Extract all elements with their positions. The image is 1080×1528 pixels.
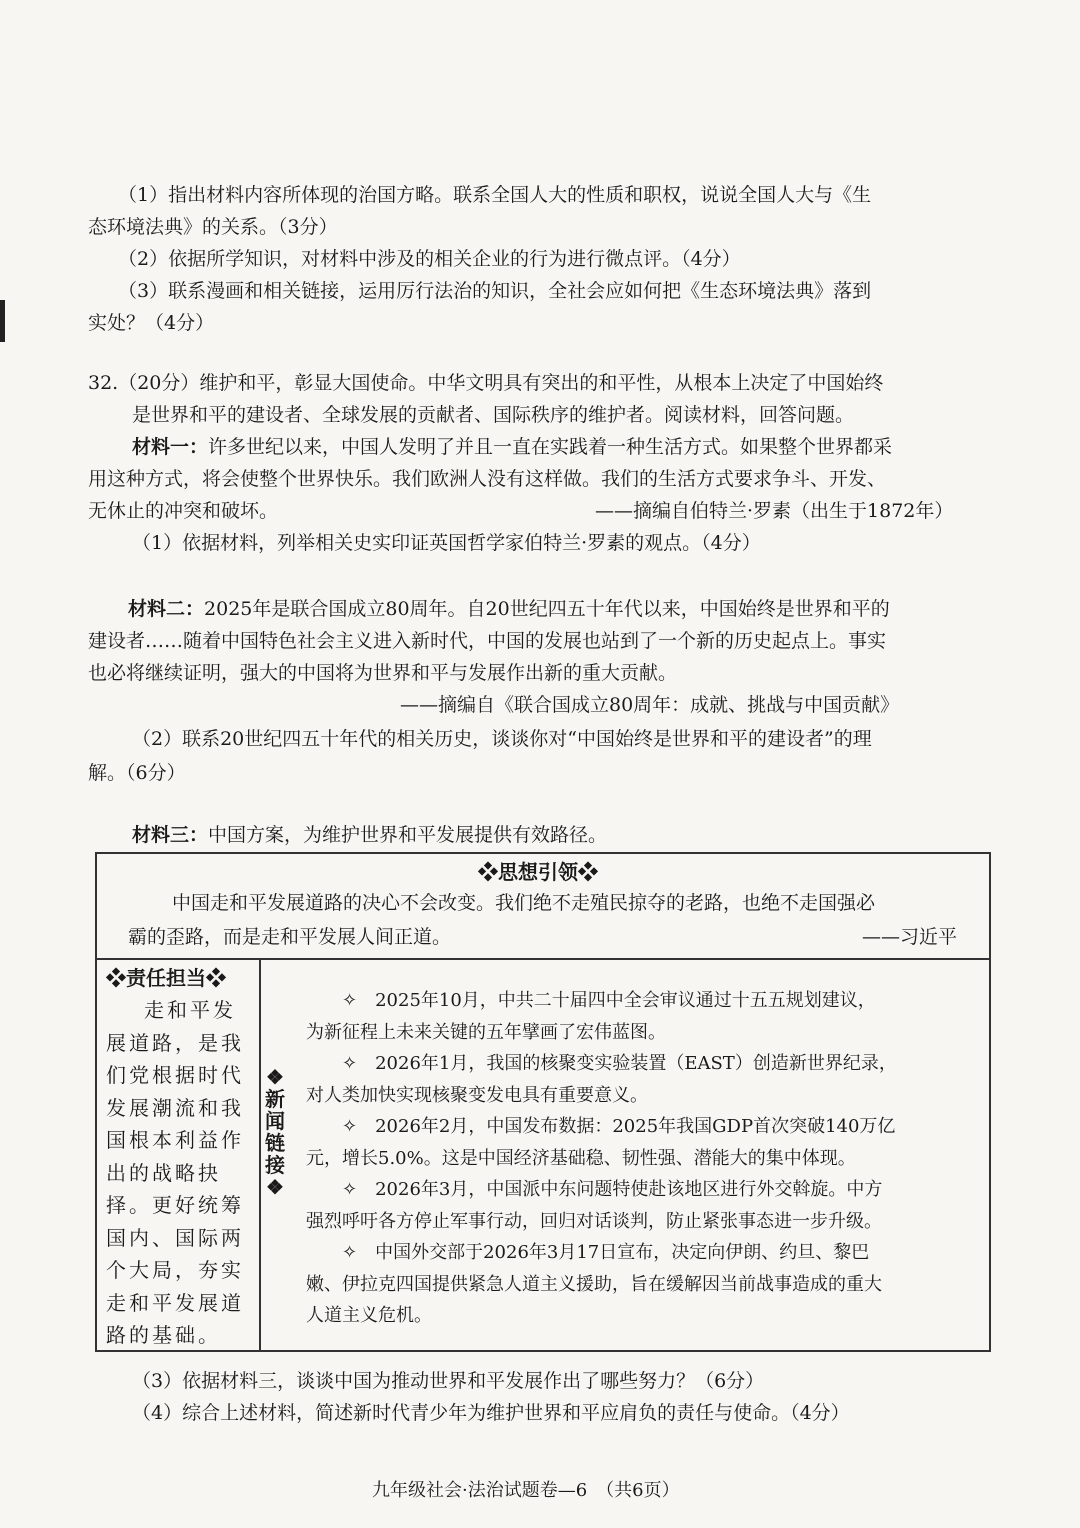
news-line: 嫩、伊拉克四国提供紧急人道主义援助，旨在缓解因当前战事造成的重大	[306, 1273, 882, 1295]
news-line: 为新征程上未来关键的五年擘画了宏伟蓝图。	[306, 1021, 666, 1043]
responsibility-line: 展道路，是我	[106, 1030, 244, 1055]
material1-source: ——摘编自伯特兰·罗素（出生于1872年）	[595, 500, 954, 522]
responsibility-line: 路的基础。	[106, 1323, 221, 1347]
q31-part1-line2: 态环境法典》的关系。（3分）	[88, 216, 338, 238]
material2-source: ——摘编自《联合国成立80周年：成就、挑战与中国贡献》	[400, 694, 900, 716]
q32-part4: （4）综合上述材料，简述新时代青少年为维护世界和平应肩负的责任与使命。（4分）	[132, 1402, 850, 1424]
news-line: ✧ 2026年2月，中国发布数据：2025年我国GDP首次突破140万亿	[342, 1116, 896, 1137]
responsibility-line: 个大局，夯实	[106, 1258, 244, 1282]
material1-line1	[132, 432, 892, 459]
news-line: ✧ 2025年10月，中共二十届四中全会审议通过十五五规划建议，	[342, 990, 876, 1011]
q32-intro-line2: 是世界和平的建设者、全球发展的贡献者、国际秩序的维护者。阅读材料，回答问题。	[132, 404, 855, 426]
q32-part2-line2: 解。（6分）	[88, 762, 186, 784]
material3-text: 中国方案，为维护世界和平发展提供有效路径。	[208, 824, 608, 846]
idea-line1: 中国走和平发展道路的决心不会改变。我们绝不走殖民掠夺的老路，也绝不走国强必	[172, 892, 876, 914]
responsibility-line: 国根本利益作	[106, 1128, 244, 1152]
q31-part1-line1: （1）指出材料内容所体现的治国方略。联系全国人大的性质和职权，说说全国人大与《生	[118, 184, 872, 206]
material1-line2: 用这种方式，将会使整个世界快乐。我们欧洲人没有这样做。我们的生活方式要求争斗、开发、	[88, 468, 887, 490]
news-line: 元，增长5.0%。这是中国经济基础稳、韧性强、潜能大的集中体现。	[306, 1147, 856, 1169]
responsibility-title: ❖责任担当❖	[106, 966, 226, 990]
news-line: 强烈呼吁各方停止军事行动，回归对话谈判，防止紧张事态进一步升级。	[306, 1210, 882, 1232]
responsibility-line: 走和平发	[144, 998, 236, 1022]
q32-part1: （1）依据材料，列举相关史实印证英国哲学家伯特兰·罗素的观点。（4分）	[132, 532, 761, 554]
responsibility-line: 们党根据时代	[106, 1063, 244, 1087]
page-footer: 九年级社会·法治试题卷—6 （共6页）	[372, 1480, 680, 1501]
idea-author: ——习近平	[862, 926, 958, 948]
idea-title: ❖思想引领❖	[478, 860, 598, 884]
responsibility-line: 发展潮流和我	[106, 1095, 244, 1120]
material3-line	[132, 820, 607, 847]
news-label: ❖ 新 闻 链 接 ❖	[265, 1065, 285, 1199]
q32-part2-line1: （2）联系20世纪四五十年代的相关历史，谈谈你对“中国始终是世界和平的建设者”的理	[132, 728, 872, 750]
scan-margin-mark	[0, 300, 5, 342]
responsibility-line: 走和平发展道	[106, 1290, 244, 1315]
news-line: 人道主义危机。	[306, 1305, 432, 1326]
q32-intro-line1: 32.（20分）维护和平，彰显大国使命。中华文明具有突出的和平性，从根本上决定了中国始终	[88, 372, 884, 394]
material3-label: 材料三：	[132, 824, 209, 846]
q31-part2: （2）依据所学知识，对材料中涉及的相关企业的行为进行微点评。（4分）	[118, 248, 741, 270]
idea-line2: 霸的歪路，而是走和平发展人间正道。	[128, 926, 452, 948]
material1-text: 许多世纪以来，中国人发明了并且一直在实践着一种生活方式。如果整个世界都采	[208, 436, 893, 458]
material2-line2: 建设者……随着中国特色社会主义进入新时代，中国的发展也站到了一个新的历史起点上。事实	[88, 630, 887, 652]
material1-line3: 无休止的冲突和破坏。	[88, 500, 279, 522]
news-line: 对人类加快实现核聚变发电具有重要意义。	[306, 1084, 648, 1106]
material2-line1	[128, 594, 890, 621]
q31-part3-line1: （3）联系漫画和相关链接，运用厉行法治的知识，全社会应如何把《生态环境法典》落到	[118, 280, 872, 302]
material1-label: 材料一：	[132, 436, 209, 458]
responsibility-line: 择。更好统筹	[106, 1193, 244, 1217]
news-line: ✧ 中国外交部于2026年3月17日宣布，决定向伊朗、约旦、黎巴	[342, 1242, 870, 1263]
responsibility-line: 国内、国际两	[106, 1225, 244, 1250]
material2-text: 2025年是联合国成立80周年。自20世纪四五十年代以来，中国始终是世界和平的	[204, 598, 890, 620]
news-line: ✧ 2026年1月，我国的核聚变实验装置（EAST）创造新世界纪录，	[342, 1053, 897, 1074]
q32-part3: （3）依据材料三，谈谈中国为推动世界和平发展作出了哪些努力？（6分）	[132, 1370, 765, 1392]
material2-label: 材料二：	[128, 598, 205, 620]
news-line: ✧ 2026年3月，中国派中东问题特使赴该地区进行外交斡旋。中方	[342, 1179, 883, 1200]
responsibility-line: 出的战略抉	[106, 1160, 221, 1185]
material2-line3: 也必将继续证明，强大的中国将为世界和平与发展作出新的重大贡献。	[88, 662, 678, 684]
q31-part3-line2: 实处？（4分）	[88, 312, 215, 334]
